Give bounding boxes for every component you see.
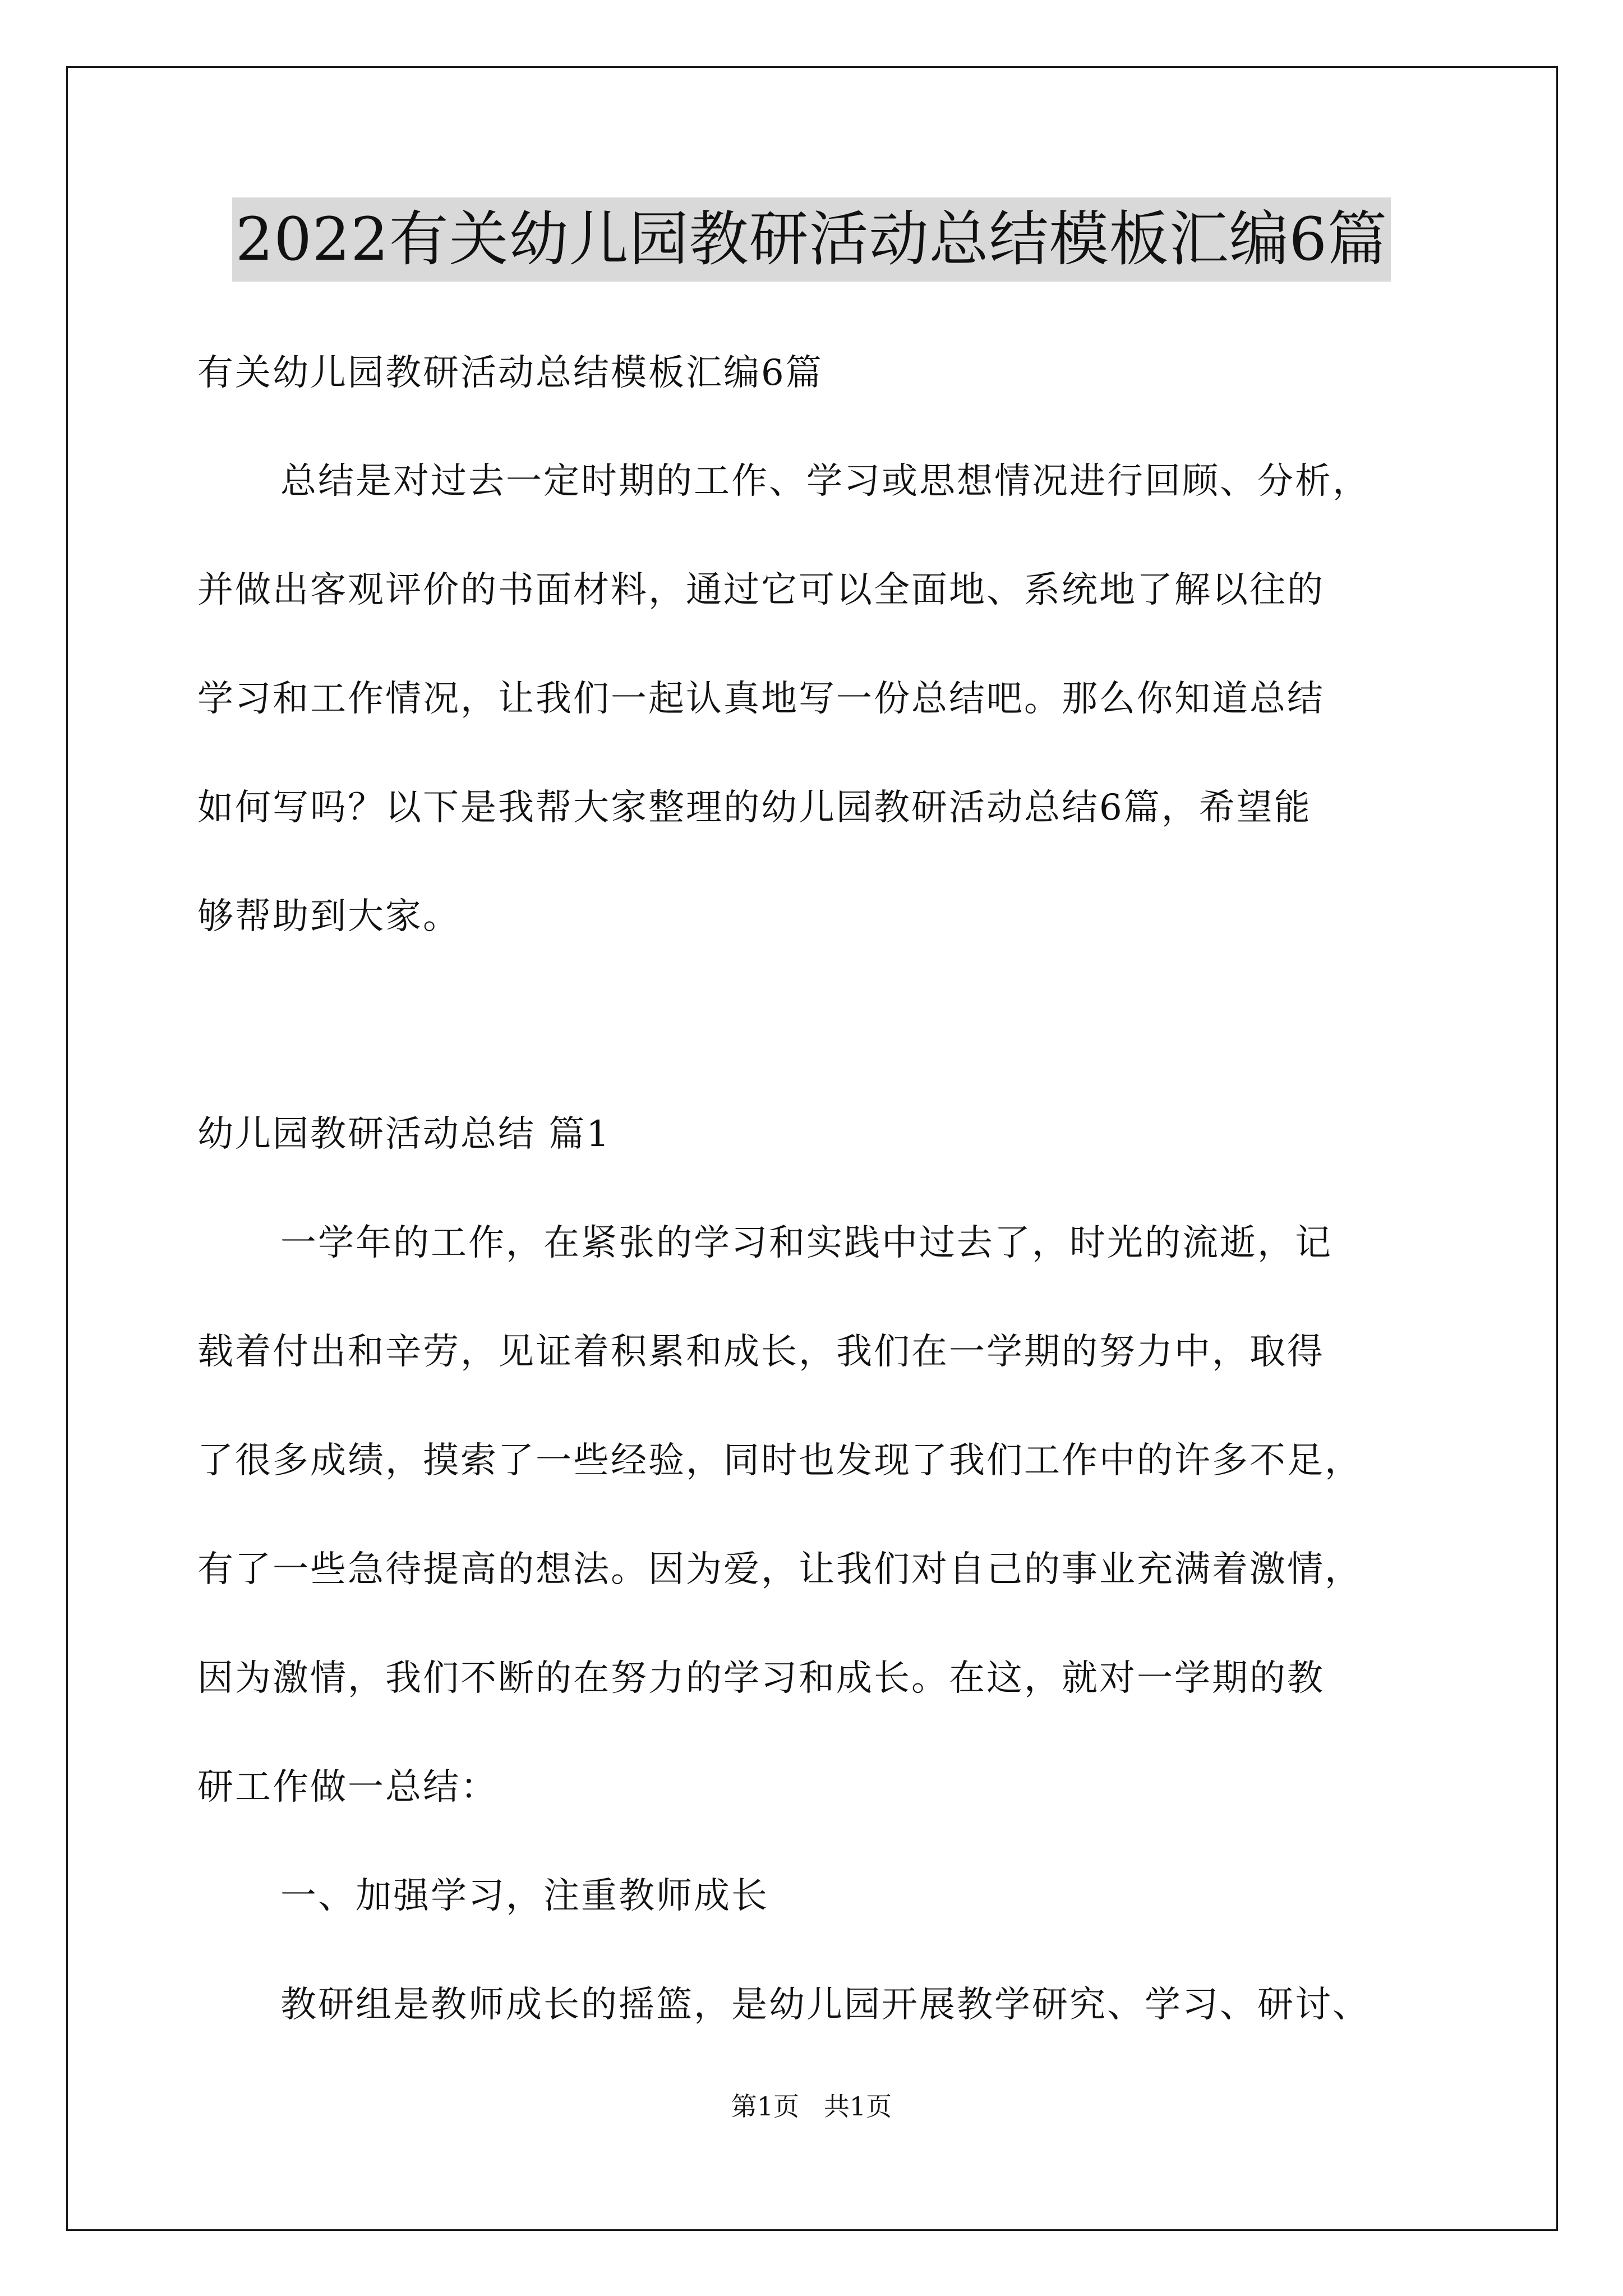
intro-line-5: 够帮助到大家。 <box>197 896 460 937</box>
document-title: 2022有关幼儿园教研活动总结模板汇编6篇 <box>232 197 1391 282</box>
section-line-5: 因为激情，我们不断的在努力的学习和成长。在这，就对一学期的教 <box>197 1658 1325 1699</box>
section-line-3: 了很多成绩，摸索了一些经验，同时也发现了我们工作中的许多不足， <box>197 1440 1362 1481</box>
section-line-1: 一学年的工作，在紧张的学习和实践中过去了，时光的流逝，记 <box>280 1222 1332 1264</box>
section-heading: 幼儿园教研活动总结 篇1 <box>197 1114 611 1155</box>
sub-heading: 一、加强学习，注重教师成长 <box>280 1875 769 1917</box>
section-line-6: 研工作做一总结： <box>197 1766 498 1808</box>
section-line-2: 载着付出和辛劳，见证着积累和成长，我们在一学期的努力中，取得 <box>197 1331 1325 1373</box>
intro-line-1: 总结是对过去一定时期的工作、学习或思想情况进行回顾、分析， <box>280 461 1370 502</box>
page-footer: 第1页 共1页 <box>731 2091 892 2122</box>
intro-line-2: 并做出客观评价的书面材料，通过它可以全面地、系统地了解以往的 <box>197 569 1325 611</box>
intro-line-4: 如何写吗？以下是我帮大家整理的幼儿园教研活动总结6篇，希望能 <box>197 787 1312 829</box>
body-last-line: 教研组是教师成长的摇篮，是幼儿园开展教学研究、学习、研讨、 <box>280 1984 1370 2026</box>
section-line-4: 有了一些急待提高的想法。因为爱，让我们对自己的事业充满着激情， <box>197 1549 1362 1590</box>
document-subtitle: 有关幼儿园教研活动总结模板汇编6篇 <box>197 352 823 394</box>
intro-line-3: 学习和工作情况，让我们一起认真地写一份总结吧。那么你知道总结 <box>197 678 1325 720</box>
title-container <box>0 197 1623 282</box>
